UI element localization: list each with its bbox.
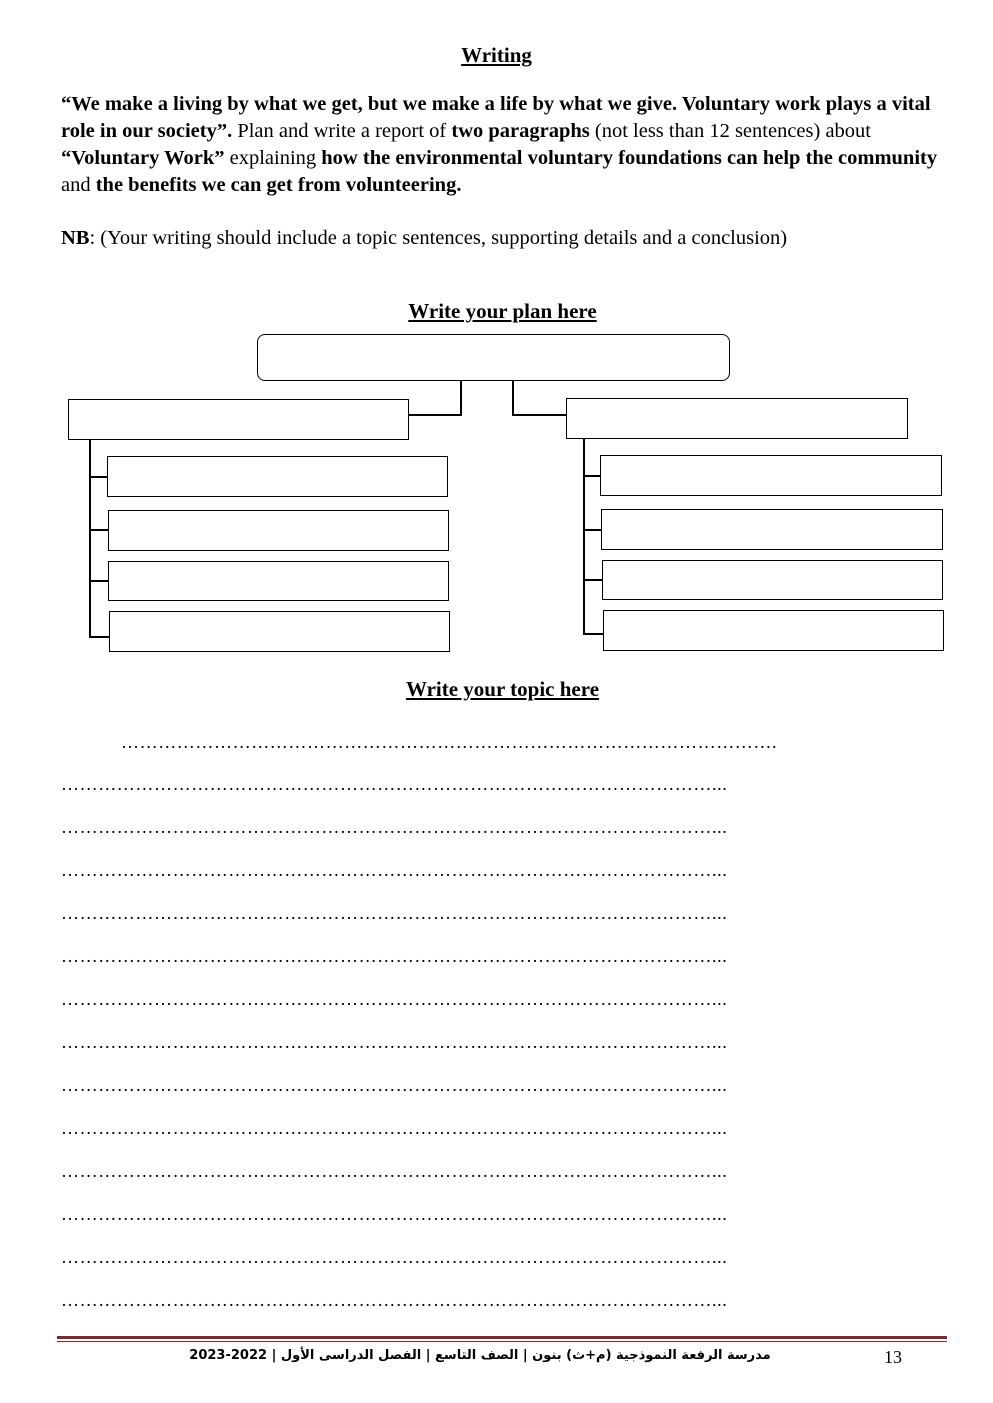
prompt-text-1: Plan and write a report of	[232, 120, 452, 142]
writing-line[interactable]: ……………………………………………………………………………………………...	[61, 1075, 728, 1095]
writing-line[interactable]: ……………………………………………………………………………………………...	[61, 1290, 728, 1310]
footer-school-info: مدرسة الرفعة النموذجية (م+ث) بنون | الصف التاسع | الفصل الدراسى الأول | 2022-2023	[189, 1348, 771, 1363]
right-detail-box-2[interactable]	[601, 509, 943, 550]
left-detail-box-3[interactable]	[108, 561, 449, 601]
prompt-bold-2: “Voluntary Work”	[61, 147, 225, 169]
plan-topic-box[interactable]	[257, 334, 730, 381]
footer-rule-thick	[57, 1336, 947, 1339]
footer-rule-thin	[57, 1341, 947, 1342]
writing-line[interactable]: ……………………………………………………………………………………………...	[61, 1204, 728, 1224]
writing-line[interactable]: ……………………………………………………………………………………………...	[61, 1161, 728, 1181]
right-detail-box-4[interactable]	[603, 610, 944, 651]
right-branch-tick-2	[583, 529, 602, 531]
connector-left-vertical	[460, 381, 462, 415]
plan-heading: Write your plan here	[408, 299, 597, 323]
prompt-bold-1: two paragraphs	[451, 120, 590, 142]
prompt-bold-4: the benefits we can get from volunteering.	[95, 174, 462, 196]
left-branch-trunk	[89, 440, 91, 637]
connector-right-vertical	[512, 381, 514, 415]
prompt-quote: “We make a living by what we get, but we make a life by what we give. Voluntary work plays a vital role in our society”.	[61, 93, 931, 142]
prompt-text-3: explaining	[224, 147, 322, 169]
writing-line[interactable]: ……………………………………………………………………………………………...	[61, 1032, 728, 1052]
writing-line[interactable]: ……………………………………………………………………………………………...	[61, 903, 728, 923]
left-branch-tick-2	[89, 529, 109, 531]
left-branch-tick-4	[89, 636, 110, 638]
writing-line[interactable]: ……………………………………………………………………………………………...	[61, 860, 728, 880]
right-detail-box-1[interactable]	[600, 455, 942, 496]
prompt-text-4: and	[61, 174, 96, 196]
writing-line[interactable]: ……………………………………………………………………………………………...	[61, 1118, 728, 1138]
right-branch-trunk	[583, 439, 585, 634]
writing-line[interactable]: ……………………………………………………………………………………………...	[61, 1247, 728, 1267]
nb-text: : (Your writing should include a topic sentences, supporting details and a conclusion)	[89, 227, 788, 249]
topic-heading: Write your topic here	[405, 677, 600, 701]
plan-paragraph-2-box[interactable]	[566, 398, 908, 439]
left-detail-box-4[interactable]	[109, 611, 450, 652]
writing-prompt	[61, 91, 941, 199]
writing-line[interactable]: ……………………………………………………………………………………………...	[61, 817, 728, 837]
connector-left-horizontal	[408, 414, 462, 416]
plan-paragraph-1-box[interactable]	[68, 399, 409, 440]
right-branch-tick-4	[583, 633, 604, 635]
writing-line[interactable]: …………………………………………………………………………………………….	[121, 732, 778, 752]
left-branch-tick-3	[89, 580, 109, 582]
nb-label: NB	[61, 227, 90, 249]
right-branch-tick-1	[583, 475, 601, 477]
page-title: Writing	[461, 43, 532, 67]
nb-note	[61, 225, 941, 252]
connector-right-horizontal	[512, 414, 568, 416]
page-number: 13	[884, 1347, 902, 1367]
prompt-bold-3: how the environmental voluntary foundations can help the community	[321, 147, 938, 169]
left-detail-box-1[interactable]	[107, 456, 448, 497]
writing-line[interactable]: ……………………………………………………………………………………………...	[61, 774, 728, 794]
right-detail-box-3[interactable]	[602, 560, 943, 600]
left-detail-box-2[interactable]	[108, 510, 449, 551]
writing-line[interactable]: ……………………………………………………………………………………………...	[61, 946, 728, 966]
right-branch-tick-3	[583, 579, 602, 581]
writing-line[interactable]: ……………………………………………………………………………………………...	[61, 989, 728, 1009]
prompt-text-2: (not less than 12 sentences) about	[589, 120, 871, 142]
left-branch-tick-1	[89, 476, 108, 478]
